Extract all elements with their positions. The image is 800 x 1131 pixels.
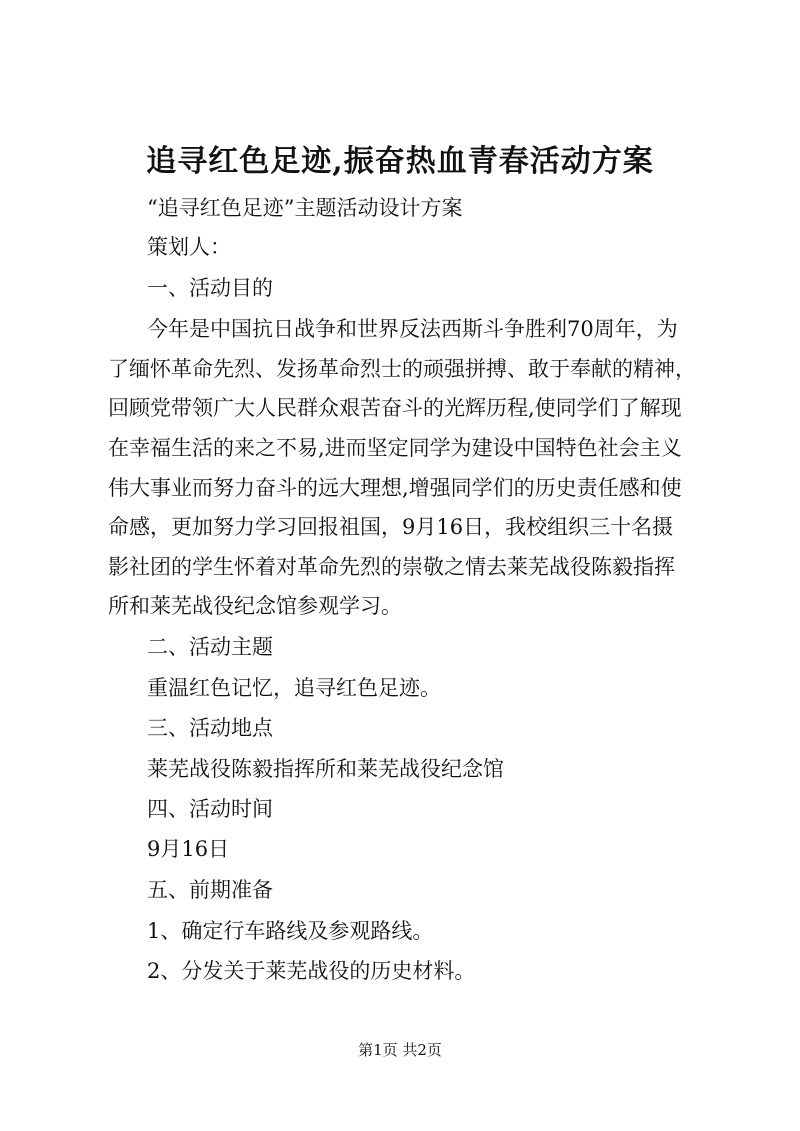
section-heading-purpose: 一、活动目的 <box>147 276 273 300</box>
purpose-paragraph-line: 在幸福生活的来之不易,进而坚定同学为建设中国特色社会主义 <box>108 436 682 460</box>
preparation-item: 2、分发关于莱芜战役的历史材料。 <box>147 959 476 983</box>
purpose-paragraph-line: 今年是中国抗日战争和世界反法西斯斗争胜利70周年，为 <box>147 317 678 341</box>
theme-text: 重温红色记忆，追寻红色足迹。 <box>147 676 441 700</box>
time-text: 9月16日 <box>147 837 230 861</box>
purpose-paragraph-line: 了缅怀革命先烈、发扬革命烈士的顽强拼搏、敢于奉献的精神， <box>108 357 696 381</box>
purpose-paragraph-line: 所和莱芜战役纪念馆参观学习。 <box>108 594 402 618</box>
purpose-paragraph-line: 影社团的学生怀着对革命先烈的崇敬之情去莱芜战役陈毅指挥 <box>108 555 675 579</box>
section-heading-location: 三、活动地点 <box>147 716 273 740</box>
document-title: 追寻红色足迹,振奋热血青春活动方案 <box>146 144 654 179</box>
preparation-item: 1、确定行车路线及参观路线。 <box>147 919 434 943</box>
planner-label: 策划人： <box>147 235 231 259</box>
section-heading-theme: 二、活动主题 <box>147 635 273 659</box>
section-heading-time: 四、活动时间 <box>147 797 273 821</box>
section-heading-preparation: 五、前期准备 <box>147 878 273 902</box>
purpose-paragraph-line: 命感，更加努力学习回报祖国，9月16日，我校组织三十名摄 <box>108 515 674 539</box>
document-subtitle: “追寻红色足迹”主题活动设计方案 <box>147 196 463 220</box>
purpose-paragraph-line: 回顾党带领广大人民群众艰苦奋斗的光辉历程,使同学们了解现 <box>108 396 682 420</box>
page-number-footer: 第1页 共2页 <box>358 1041 442 1059</box>
location-text: 莱芜战役陈毅指挥所和莱芜战役纪念馆 <box>147 757 504 781</box>
purpose-paragraph-line: 伟大事业而努力奋斗的远大理想,增强同学们的历史责任感和使 <box>108 476 682 500</box>
